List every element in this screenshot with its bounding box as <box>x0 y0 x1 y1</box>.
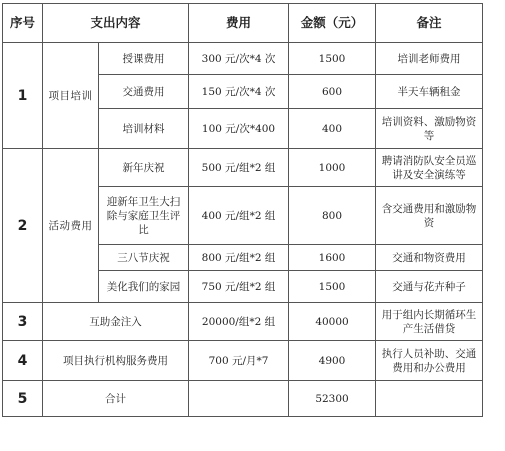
row-number: 4 <box>3 341 43 381</box>
total-amount: 52300 <box>289 381 376 417</box>
row-number: 1 <box>3 43 43 149</box>
table-row <box>3 303 483 341</box>
item-remark: 聘请消防队安全员巡讲及安全演练等 <box>376 149 483 187</box>
item-remark: 含交通费用和激励物资 <box>376 187 483 245</box>
item-name: 项目执行机构服务费用 <box>43 341 189 381</box>
item-remark: 用于组内长期循环生产生活借贷 <box>376 303 483 341</box>
item-remark: 交通与花卉种子 <box>376 271 483 303</box>
item-remark <box>376 381 483 417</box>
item-cost: 700 元/月*7 <box>189 341 289 381</box>
item-amount: 1600 <box>289 245 376 271</box>
item-remark: 培训老师费用 <box>376 43 483 75</box>
item-amount: 1500 <box>289 271 376 303</box>
item-name: 三八节庆祝 <box>99 245 189 271</box>
item-cost: 300 元/次*4 次 <box>189 43 289 75</box>
total-label: 合计 <box>43 381 189 417</box>
item-amount: 400 <box>289 109 376 149</box>
item-amount: 4900 <box>289 341 376 381</box>
header-remark: 备注 <box>376 4 483 43</box>
category-cell: 活动费用 <box>43 149 99 303</box>
item-amount: 1000 <box>289 149 376 187</box>
item-name: 美化我们的家园 <box>99 271 189 303</box>
item-amount: 600 <box>289 75 376 109</box>
header-amount: 金额（元） <box>289 4 376 43</box>
header-content: 支出内容 <box>43 4 189 43</box>
header-cost: 费用 <box>189 4 289 43</box>
item-amount: 40000 <box>289 303 376 341</box>
item-cost <box>189 381 289 417</box>
item-remark: 交通和物资费用 <box>376 245 483 271</box>
item-remark: 半天车辆租金 <box>376 75 483 109</box>
table-row <box>3 149 483 187</box>
item-name: 授课费用 <box>99 43 189 75</box>
item-cost: 150 元/次*4 次 <box>189 75 289 109</box>
item-remark: 培训资料、激励物资等 <box>376 109 483 149</box>
item-name: 迎新年卫生大扫除与家庭卫生评比 <box>99 187 189 245</box>
row-number: 2 <box>3 149 43 303</box>
header-row <box>3 4 483 43</box>
row-number: 5 <box>3 381 43 417</box>
category-cell: 项目培训 <box>43 43 99 149</box>
item-name: 培训材料 <box>99 109 189 149</box>
item-cost: 750 元/组*2 组 <box>189 271 289 303</box>
item-cost: 20000/组*2 组 <box>189 303 289 341</box>
table-row <box>3 341 483 381</box>
row-number: 3 <box>3 303 43 341</box>
item-cost: 100 元/次*400 <box>189 109 289 149</box>
item-remark: 执行人员补助、交通费用和办公费用 <box>376 341 483 381</box>
table-row <box>3 43 483 75</box>
total-row <box>3 381 483 417</box>
item-cost: 400 元/组*2 组 <box>189 187 289 245</box>
item-name: 新年庆祝 <box>99 149 189 187</box>
item-name: 互助金注入 <box>43 303 189 341</box>
item-cost: 500 元/组*2 组 <box>189 149 289 187</box>
item-cost: 800 元/组*2 组 <box>189 245 289 271</box>
header-no: 序号 <box>3 4 43 43</box>
item-amount: 1500 <box>289 43 376 75</box>
item-amount: 800 <box>289 187 376 245</box>
item-name: 交通费用 <box>99 75 189 109</box>
budget-table <box>2 3 483 417</box>
